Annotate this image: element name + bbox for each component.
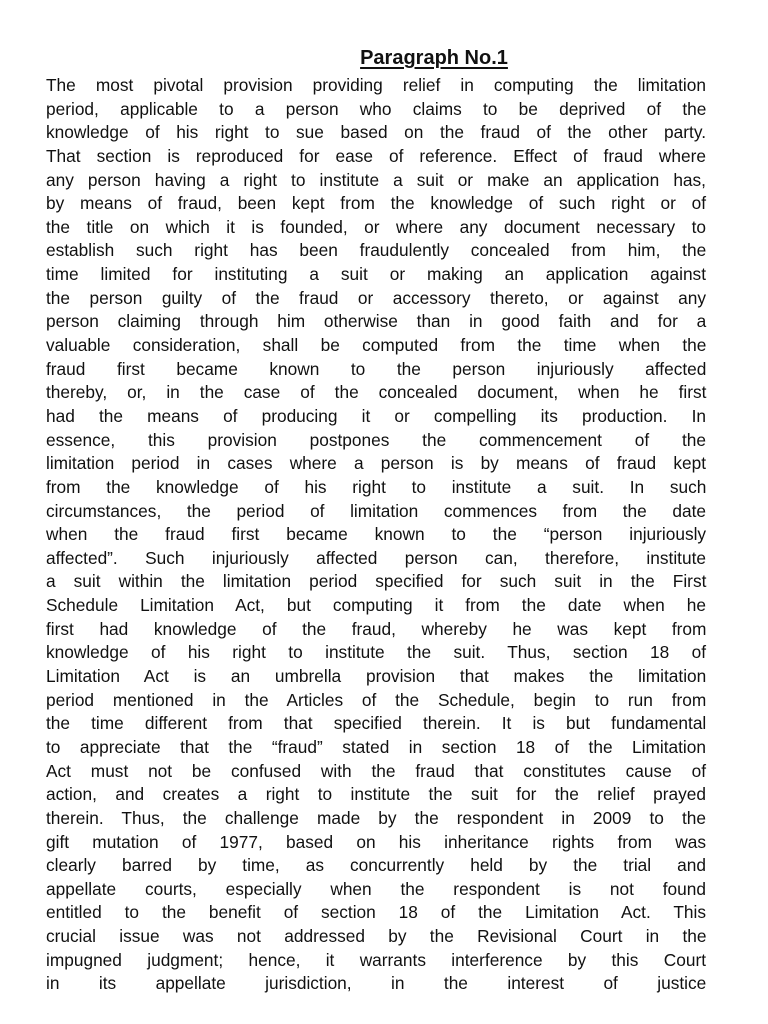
paragraph-line: That section is reproduced for ease of reference. Effect of fraud where bbox=[46, 145, 706, 166]
paragraph-line: knowledge of his right to institute the suit. Thus, section 18 of bbox=[46, 642, 706, 663]
paragraph-line: period mentioned in the Articles of the Schedule, begin to run from bbox=[46, 689, 707, 710]
paragraph-line: Act must not be confused with the fraud that constitutes cause of bbox=[46, 760, 706, 781]
paragraph-body bbox=[46, 74, 706, 996]
paragraph-line: the title on which it is founded, or where any document necessary to bbox=[46, 216, 706, 237]
paragraph-line: therein. Thus, the challenge made by the respondent in 2009 to the bbox=[46, 807, 706, 828]
paragraph-line: by means of fraud, been kept from the knowledge of such right or of bbox=[46, 193, 706, 214]
paragraph-line: period, applicable to a person who claims to be deprived of the bbox=[46, 98, 707, 119]
paragraph-line: The most pivotal provision providing relief in computing the limitation bbox=[46, 75, 706, 95]
paragraph-line: had the means of producing it or compelling its production. In bbox=[46, 405, 706, 426]
paragraph-line: fraud first became known to the person injuriously affected bbox=[46, 358, 707, 379]
paragraph-line: appellate courts, especially when the respondent is not found bbox=[46, 878, 706, 899]
paragraph-line: establish such right has been fraudulently concealed from him, the bbox=[46, 240, 707, 261]
paragraph-line: Limitation Act is an umbrella provision that makes the limitation bbox=[46, 666, 707, 687]
paragraph-line: knowledge of his right to sue based on the fraud of the other party. bbox=[46, 122, 706, 143]
paragraph-line: time limited for instituting a suit or making an application against bbox=[46, 264, 706, 285]
paragraph-line: a suit within the limitation period specified for such suit in the First bbox=[46, 571, 707, 592]
paragraph-line: impugned judgment; hence, it warrants interference by this Court bbox=[46, 949, 706, 970]
paragraph-line: person claiming through him otherwise than in good faith and for a bbox=[46, 311, 707, 332]
paragraph-line: affected”. Such injuriously affected person can, therefore, institute bbox=[46, 547, 706, 568]
paragraph-line: essence, this provision postpones the commencement of the bbox=[46, 429, 706, 450]
paragraph-line: action, and creates a right to institute the suit for the relief prayed bbox=[46, 784, 706, 805]
paragraph-line: clearly barred by time, as concurrently held by the trial and bbox=[46, 855, 706, 876]
paragraph-line: gift mutation of 1977, based on his inheritance rights from was bbox=[46, 831, 706, 852]
paragraph-line: any person having a right to institute a suit or make an application has, bbox=[46, 169, 706, 190]
paragraph-line: the person guilty of the fraud or accessory thereto, or against any bbox=[46, 287, 706, 308]
paragraph-line: circumstances, the period of limitation commences from the date bbox=[46, 500, 706, 521]
paragraph-line: Schedule Limitation Act, but computing it from the date when he bbox=[46, 595, 707, 616]
paragraph-line: in its appellate jurisdiction, in the interest of justice bbox=[46, 973, 707, 994]
paragraph-line: first had knowledge of the fraud, whereby he was kept from bbox=[46, 618, 707, 639]
paragraph-line: valuable consideration, shall be computed from the time when the bbox=[46, 335, 707, 356]
paragraph-line: thereby, or, in the case of the concealed document, when he first bbox=[46, 382, 707, 403]
paragraph-heading: Paragraph No.1 bbox=[360, 47, 508, 69]
paragraph-line: crucial issue was not addressed by the Revisional Court in the bbox=[46, 926, 707, 947]
paragraph-line: to appreciate that the “fraud” stated in section 18 of the Limitation bbox=[46, 736, 706, 757]
paragraph-line: limitation period in cases where a person is by means of fraud kept bbox=[46, 453, 707, 474]
paragraph-line: from the knowledge of his right to institute a suit. In such bbox=[46, 476, 707, 497]
paragraph-line: the time different from that specified therein. It is but fundamental bbox=[46, 713, 707, 734]
paragraph-line: when the fraud first became known to the “person injuriously bbox=[46, 524, 707, 545]
paragraph-line: entitled to the benefit of section 18 of the Limitation Act. This bbox=[46, 902, 706, 923]
